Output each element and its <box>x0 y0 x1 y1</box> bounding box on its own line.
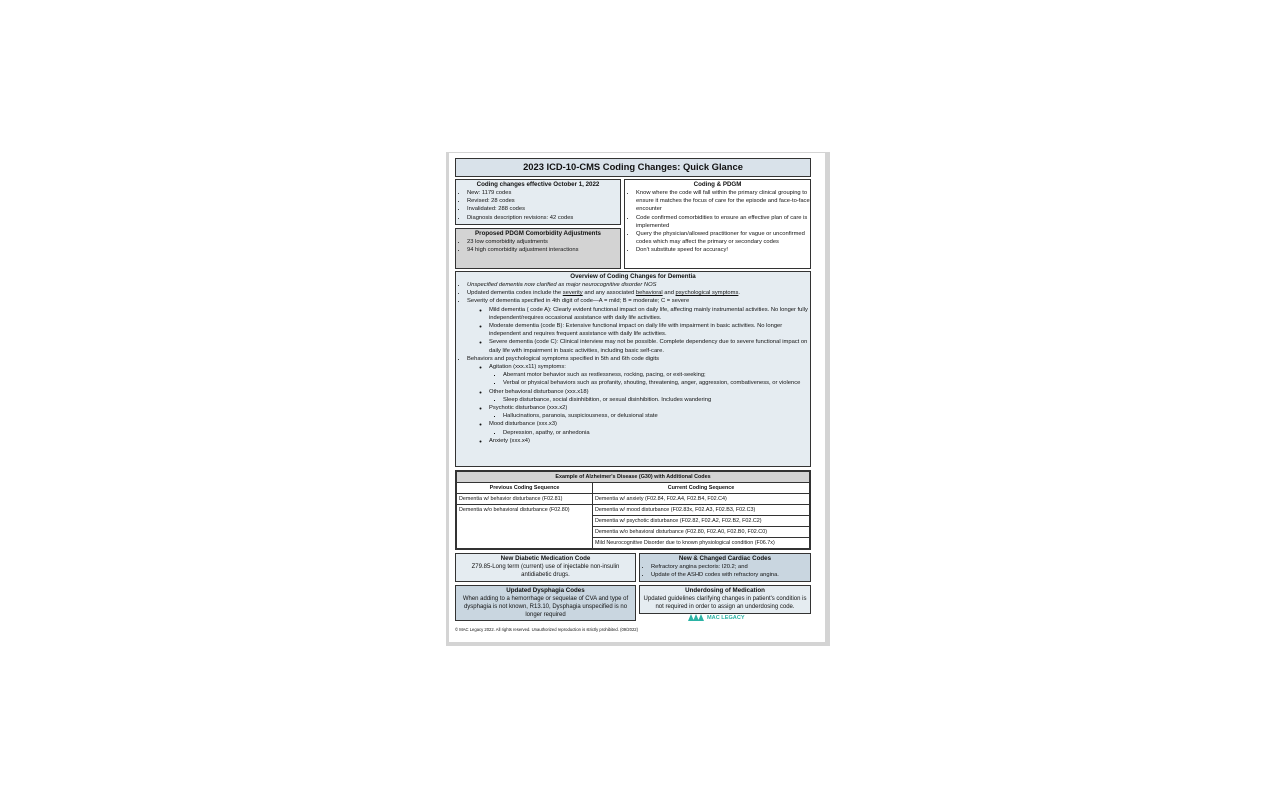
table-cell: Dementia w/ mood disturbance (F02.83x, F02.A3, F02.B3, F02.C3) <box>593 505 810 516</box>
table-cell: Dementia w/o behavioral disturbance (F02.80) <box>457 505 593 549</box>
list-item: • Don't substitute speed for accuracy! <box>636 246 810 254</box>
psychotic-list <box>489 412 810 420</box>
table-cell: Dementia w/ behavior disturbance (F02.81) <box>457 494 593 505</box>
coding-pdgm-box <box>624 179 811 269</box>
bottom-row <box>455 553 811 621</box>
diabetic-header: New Diabetic Medication Code <box>500 555 591 562</box>
dementia-list <box>456 281 810 445</box>
other-list <box>489 396 810 404</box>
column-header-previous: Previous Coding Sequence <box>457 483 593 494</box>
text: Updated dementia codes include the <box>467 290 563 297</box>
list-item <box>489 388 810 404</box>
list-item: ▪ Aberrant motor behavior such as restlessness, rocking, pacing, or exit-seeking; <box>503 371 810 379</box>
underdosing-text: Updated guidelines clarifying changes in patient's condition is not required in order to assign an underdosing code. <box>643 596 807 610</box>
severity-term: severity <box>562 290 583 297</box>
list-item: ▪ Hallucinations, paranoia, suspiciousness, or delusional state <box>503 412 810 420</box>
list-item: ◦ Anxiety (xxx.x4) <box>489 437 810 445</box>
pdgm-adjustments-list <box>456 238 620 254</box>
underdosing-header: Underdosing of Medication <box>685 587 765 594</box>
top-row <box>455 179 811 269</box>
list-item: • Code confirmed comorbidities to ensure an effective plan of care is implemented <box>636 214 810 230</box>
list-item: • Update of the ASHD codes with refractory angina. <box>651 571 810 579</box>
coding-changes-list <box>456 189 620 222</box>
list-item: ▪ Verbal or physical behaviors such as profanity, shouting, threatening, anger, aggression, combativeness, or violence <box>503 379 810 387</box>
text: and <box>662 290 676 297</box>
cardiac-header: New & Changed Cardiac Codes <box>678 555 772 562</box>
agitation-list <box>489 371 810 387</box>
left-column <box>455 179 621 269</box>
logo-text: MAC LEGACY <box>707 614 745 621</box>
psychological-term: psychological symptoms <box>675 290 739 297</box>
column-header-current: Current Coding Sequence <box>593 483 810 494</box>
list-item: ◦ Severe dementia (code C): Clinical interview may not be possible. Complete dependency due to severe functional impact on daily life with impairment in basic activities, including basic self-care. <box>489 338 810 354</box>
copyright-footer: © MAC Legacy 2022. All rights reserved. Unauthorized reproduction is strictly prohibited. (09/2022) <box>455 627 639 632</box>
mood-list <box>489 429 810 437</box>
list-item: • 94 high comorbidity adjustment interactions <box>467 246 620 254</box>
cardiac-list <box>640 563 810 579</box>
example-box <box>455 470 811 550</box>
diabetic-box <box>455 553 636 582</box>
text: Agitation (xxx.x11) symptoms: <box>489 364 566 371</box>
example-header: Example of Alzheimer's Disease (G30) with Additional Codes <box>457 472 810 483</box>
behavior-list <box>467 363 810 445</box>
dysphagia-text: When adding to a hemorrhage or sequelae of CVA and type of dysphagia is not known, R13.10, Dysphagia unspecified is no longer required <box>462 596 629 618</box>
text: Severity of dementia specified in 4th digit of code—A = mild; B = moderate; C = severe <box>467 298 690 305</box>
dysphagia-header: Updated Dysphagia Codes <box>506 587 585 594</box>
list-item <box>489 420 810 436</box>
table-cell: Dementia w/ anxiety (F02.84, F02.A4, F02.B4, F02.C4) <box>593 494 810 505</box>
diabetic-text: Z79.85-Long term (current) use of injectable non-insulin antidiabetic drugs. <box>471 564 620 578</box>
coding-pdgm-list <box>625 189 810 255</box>
list-item: • Revised: 28 codes <box>467 197 620 205</box>
example-table <box>456 471 810 549</box>
table-cell: Mild Neurocognitive Disorder due to known physiological condition (F06.7x) <box>593 538 810 549</box>
list-item: ◦ Mild dementia ( code A): Clearly evident functional impact on daily life, affecting mainly instrumental activities. No longer fully independent/requires occasional assistance with daily life activities. <box>489 306 810 322</box>
list-item: • Query the physician/allowed practitioner for vague or unconfirmed codes which may affect the primary or secondary codes <box>636 230 810 246</box>
list-item <box>489 404 810 420</box>
text: Behaviors and psychological symptoms specified in 5th and 6th code digits <box>467 355 660 362</box>
page-title: 2023 ICD-10-CMS Coding Changes: Quick Glance <box>455 158 811 177</box>
list-item: ▪ Sleep disturbance, social disinhibition, or sexual disinhibition. Includes wandering <box>503 396 810 404</box>
coding-changes-header: Coding changes effective October 1, 2022 <box>476 181 600 188</box>
behavioral-term: behavioral <box>635 290 663 297</box>
text: Mood disturbance (xxx.x3) <box>489 421 557 428</box>
dementia-header: Overview of Coding Changes for Dementia <box>570 273 696 280</box>
table-cell: Dementia w/ psychotic disturbance (F02.82, F02.A2, F02.B2, F02.C2) <box>593 516 810 527</box>
list-item: • Unspecified dementia now clarified as major neurocognitive disorder NOS <box>467 281 810 289</box>
bottom-right-column <box>639 553 811 621</box>
list-item: ▪ Depression, apathy, or anhedonia <box>503 429 810 437</box>
coding-pdgm-header: Coding & PDGM <box>693 181 742 188</box>
text: . <box>738 290 740 297</box>
list-item: • New: 1179 codes <box>467 189 620 197</box>
underdosing-box <box>639 585 811 614</box>
list-item <box>489 363 810 388</box>
document-page <box>449 153 825 642</box>
text: Other behavioral disturbance (xxx.x18) <box>489 388 589 395</box>
table-cell: Dementia w/o behavioral disturbance (F02.80, F02.A0, F02.B0, F02.C0) <box>593 527 810 538</box>
list-item: • Invalidated: 288 codes <box>467 205 620 213</box>
bottom-left-column <box>455 553 636 621</box>
list-item <box>467 297 810 354</box>
dementia-box <box>455 271 811 467</box>
list-item: • Refractory angina pectoris: I20.2; and <box>651 563 810 571</box>
list-item: • Know where the code will fall within the primary clinical grouping to ensure it matches the focus of care for the episode and face-to-face encounter <box>636 189 810 214</box>
list-item: ◦ Moderate dementia (code B): Extensive functional impact on daily life with impairment in basic activities. No longer independent and requires frequent assistance with daily life activities. <box>489 322 810 338</box>
dysphagia-box <box>455 585 636 621</box>
pdgm-adjustments-header: Proposed PDGM Comorbidity Adjustments <box>475 230 601 237</box>
list-item <box>467 355 810 445</box>
cardiac-box <box>639 553 811 582</box>
list-item: • Diagnosis description revisions: 42 codes <box>467 214 620 222</box>
coding-changes-box <box>455 179 621 225</box>
text: and any associated <box>582 290 636 297</box>
list-item <box>467 289 810 297</box>
text: Psychotic disturbance (xxx.x2) <box>489 405 568 412</box>
list-item: • 23 low comorbidity adjustments <box>467 238 620 246</box>
pdgm-adjustments-box <box>455 228 621 269</box>
severity-list <box>467 306 810 355</box>
logo-mark-icon <box>688 614 704 621</box>
mac-legacy-logo <box>688 614 745 621</box>
